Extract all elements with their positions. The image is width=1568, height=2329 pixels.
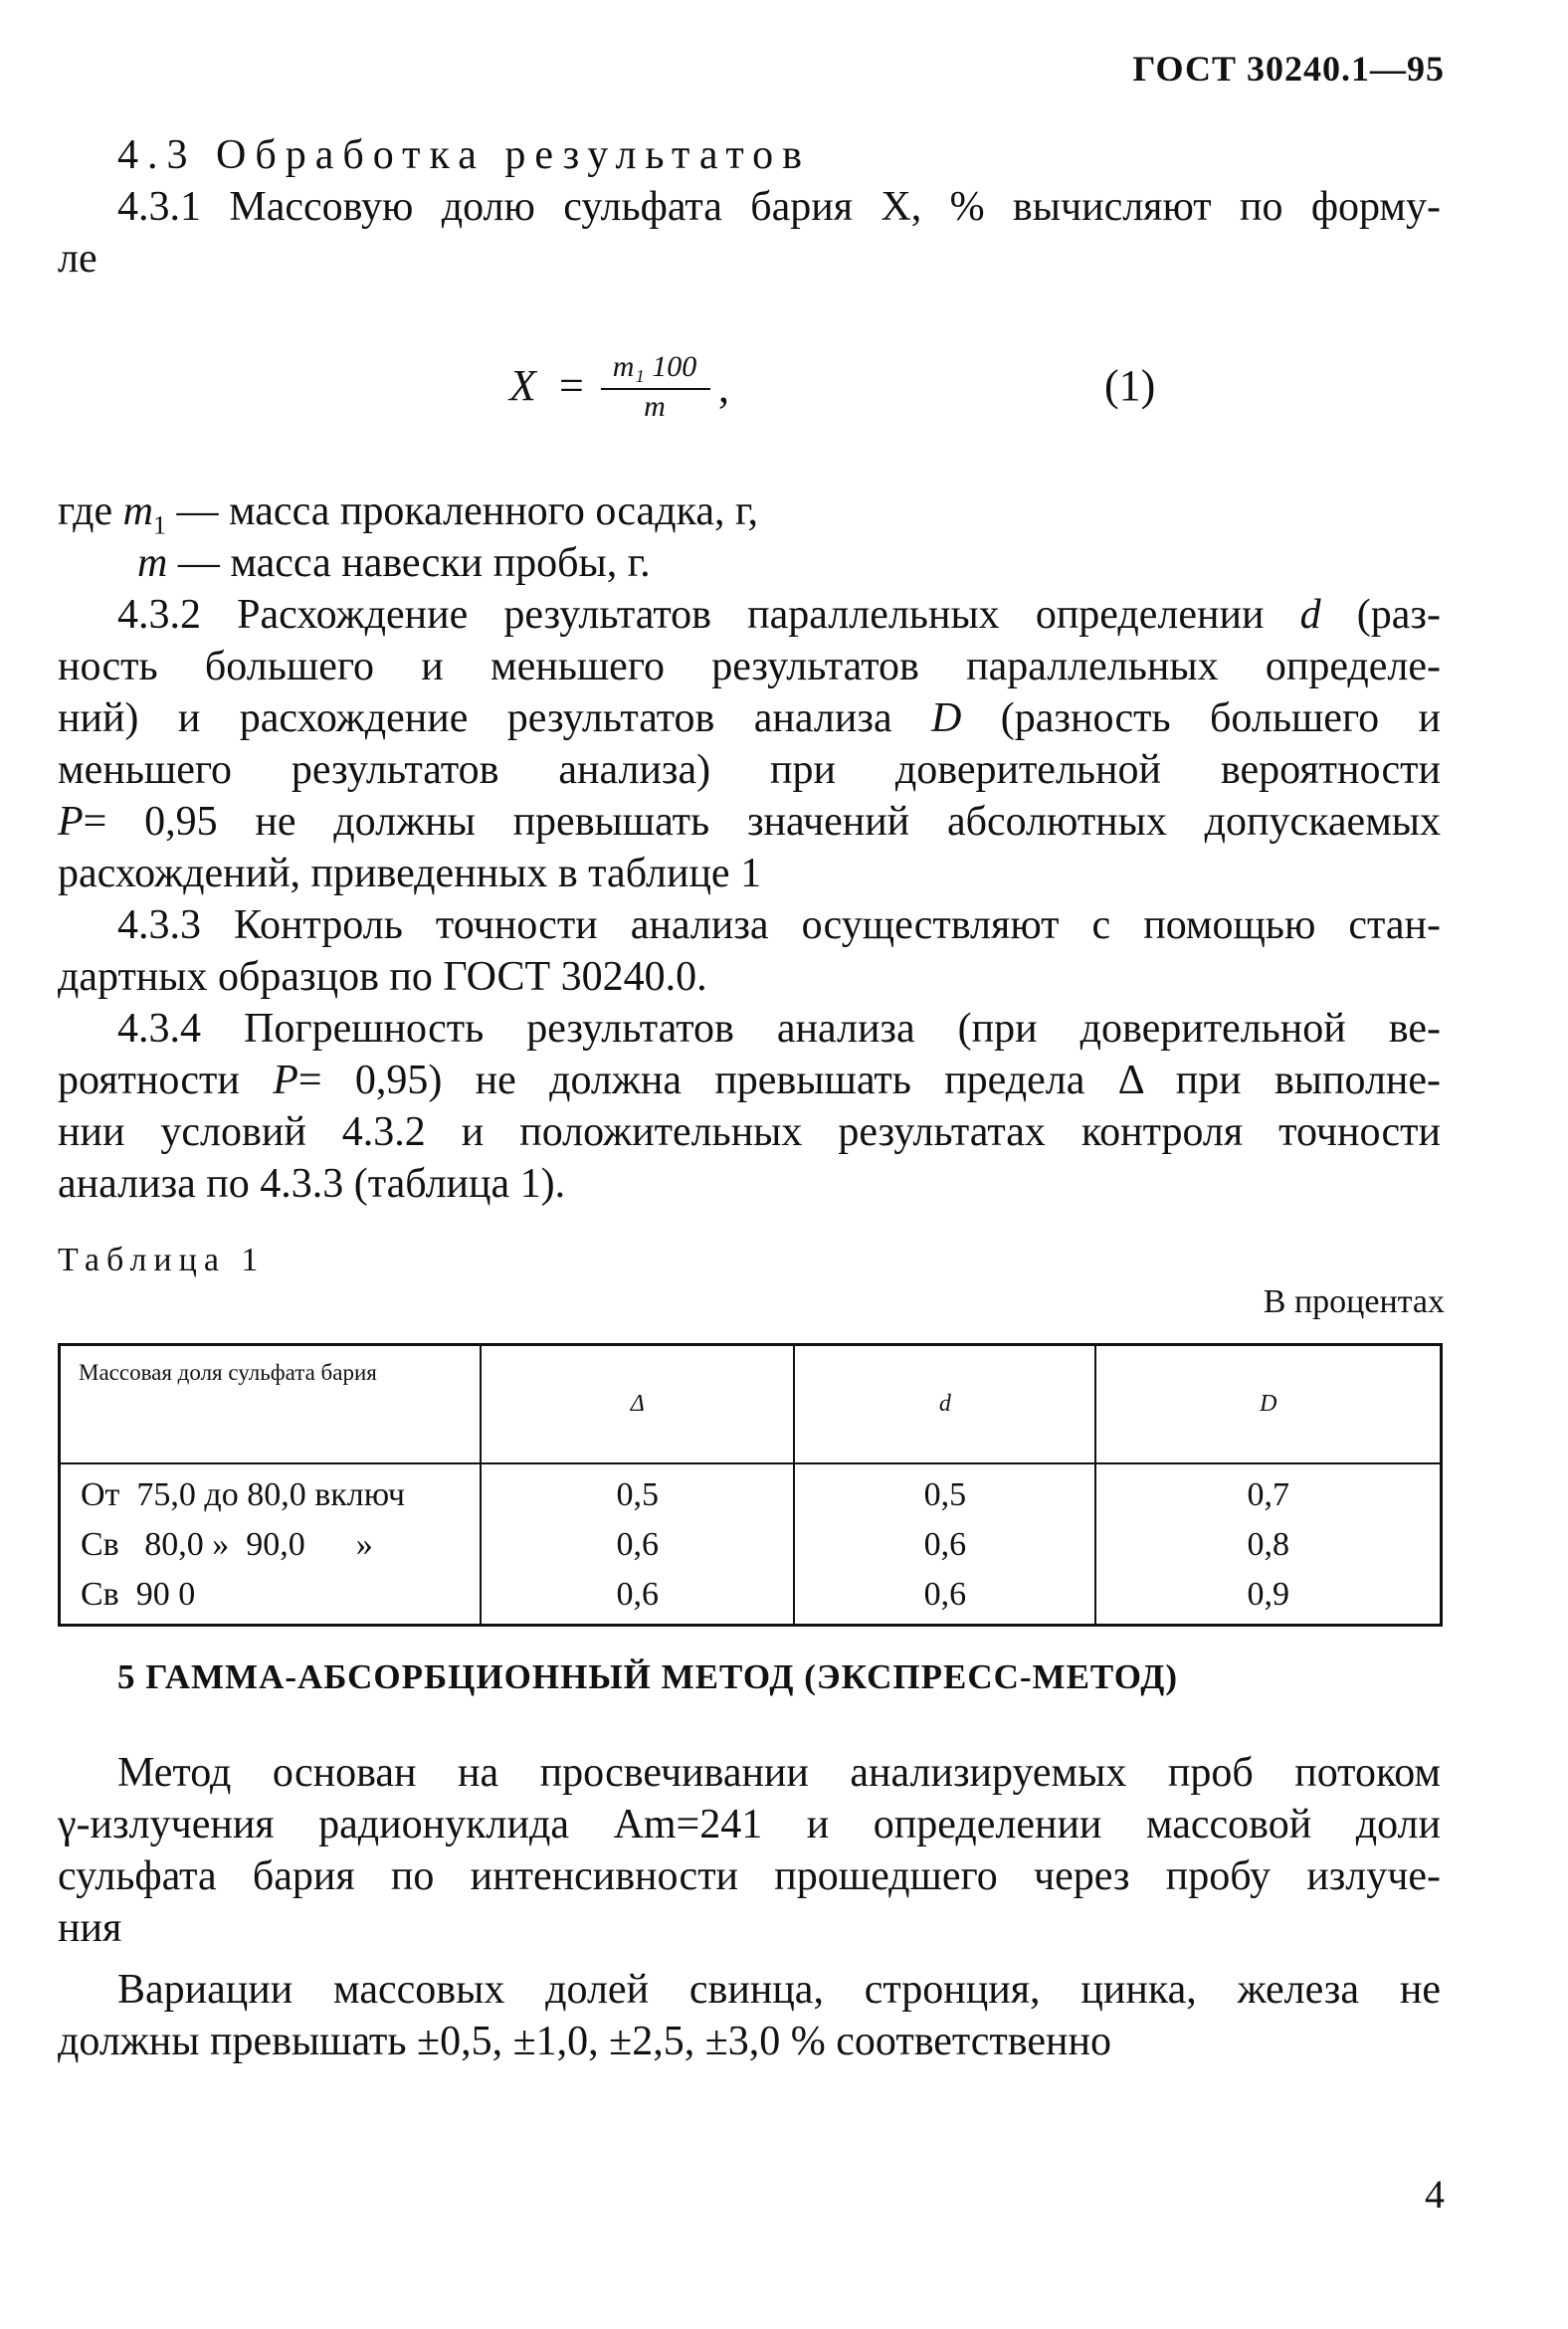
- table-cell: Св 90 0: [60, 1574, 482, 1626]
- paragraph-line: ле: [58, 236, 98, 282]
- paragraph-line: Вариации массовых долей свинца, стронция, цинка, железа не: [117, 1967, 1441, 2013]
- header-d: d: [794, 1345, 1095, 1464]
- paragraph-line: 4.3.3 Контроль точности анализа осуществляют с помощью стан-: [117, 902, 1441, 948]
- section-5-heading: 5 ГАММА-АБСОРБЦИОННЫЙ МЕТОД (ЭКСПРЕСС-МЕТОД): [117, 1657, 1179, 1696]
- table-cell: От 75,0 до 80,0 включ: [60, 1463, 482, 1524]
- formula-numerator: m₁ 100: [612, 350, 697, 383]
- table-cell: 0,8: [1095, 1524, 1441, 1574]
- paragraph-line: меньшего результатов анализа) при доверительной вероятности: [58, 747, 1441, 793]
- paragraph-line: γ-излучения радионуклида Am=241 и определении массовой доли: [58, 1802, 1441, 1847]
- table-cell: 0,5: [481, 1463, 794, 1524]
- paragraph-line: 4.3.4 Погрешность результатов анализа (при доверительной ве-: [117, 1006, 1441, 1052]
- table-cell: 0,6: [794, 1574, 1095, 1626]
- table-cell: 0,6: [794, 1524, 1095, 1574]
- where-line-2: m — масса навески пробы, г.: [137, 540, 651, 586]
- table-cell: 0,5: [794, 1463, 1095, 1524]
- results-table: [58, 1343, 1443, 1627]
- formula-number: (1): [1104, 361, 1156, 410]
- formula-comma: ,: [718, 363, 729, 412]
- table-row: [60, 1463, 1442, 1524]
- table-caption: Таблица 1: [58, 1242, 266, 1278]
- paragraph-line: ний) и расхождение результатов анализа D (разность большего и: [58, 695, 1442, 741]
- table-header-row: [60, 1345, 1442, 1464]
- paragraph-line: роятности P= 0,95) не должна превышать предела Δ при выполне-: [58, 1058, 1442, 1103]
- formula-denominator: m: [644, 390, 666, 423]
- paragraph-line: ность большего и меньшего результатов параллельных определе-: [58, 644, 1441, 689]
- paragraph-line: дартных образцов по ГОСТ 30240.0.: [58, 954, 707, 1000]
- formula-equals: =: [559, 361, 584, 410]
- paragraph-line: должны превышать ±0,5, ±1,0, ±2,5, ±3,0 % соответственно: [58, 2019, 1111, 2064]
- paragraph-line: сульфата бария по интенсивности прошедшего через пробу излуче-: [58, 1853, 1441, 1899]
- page-number: 4: [1425, 2172, 1445, 2217]
- paragraph-line: P= 0,95 не должны превышать значений абсолютных допускаемых: [58, 799, 1441, 845]
- standard-number: ГОСТ 30240.1—95: [1132, 49, 1445, 89]
- section-title: 4.3 Обработка результатов: [117, 132, 812, 178]
- table-cell: 0,6: [481, 1574, 794, 1626]
- formula-lhs: X: [509, 361, 536, 410]
- where-line-1: где $m_1$ — масса прокаленного осадка, г,: [58, 488, 758, 540]
- table-cell: 0,9: [1095, 1574, 1441, 1626]
- header-delta: Δ: [481, 1345, 794, 1464]
- paragraph-line: Метод основан на просвечивании анализируемых проб потоком: [117, 1750, 1441, 1796]
- table-unit: В процентах: [1263, 1283, 1445, 1320]
- paragraph-line: 4.3.1 Массовую долю сульфата бария X, % вычисляют по форму-: [117, 184, 1441, 230]
- table-cell: 0,6: [481, 1524, 794, 1574]
- paragraph-line: нии условий 4.3.2 и положительных результатах контроля точности: [58, 1109, 1441, 1155]
- paragraph-line: анализа по 4.3.3 (таблица 1).: [58, 1161, 566, 1207]
- table-row: [60, 1524, 1442, 1574]
- table-row: [60, 1574, 1442, 1626]
- paragraph-line: расхождений, приведенных в таблице 1: [58, 851, 762, 896]
- paragraph-line: 4.3.2 Расхождение результатов параллельных определении d (раз-: [117, 592, 1441, 638]
- table-cell: 0,7: [1095, 1463, 1441, 1524]
- header-D: D: [1095, 1345, 1441, 1464]
- table-cell: Св 80,0 » 90,0 »: [60, 1524, 482, 1574]
- header-mass-fraction: Массовая доля сульфата бария: [60, 1345, 482, 1464]
- paragraph-line: ния: [58, 1905, 122, 1951]
